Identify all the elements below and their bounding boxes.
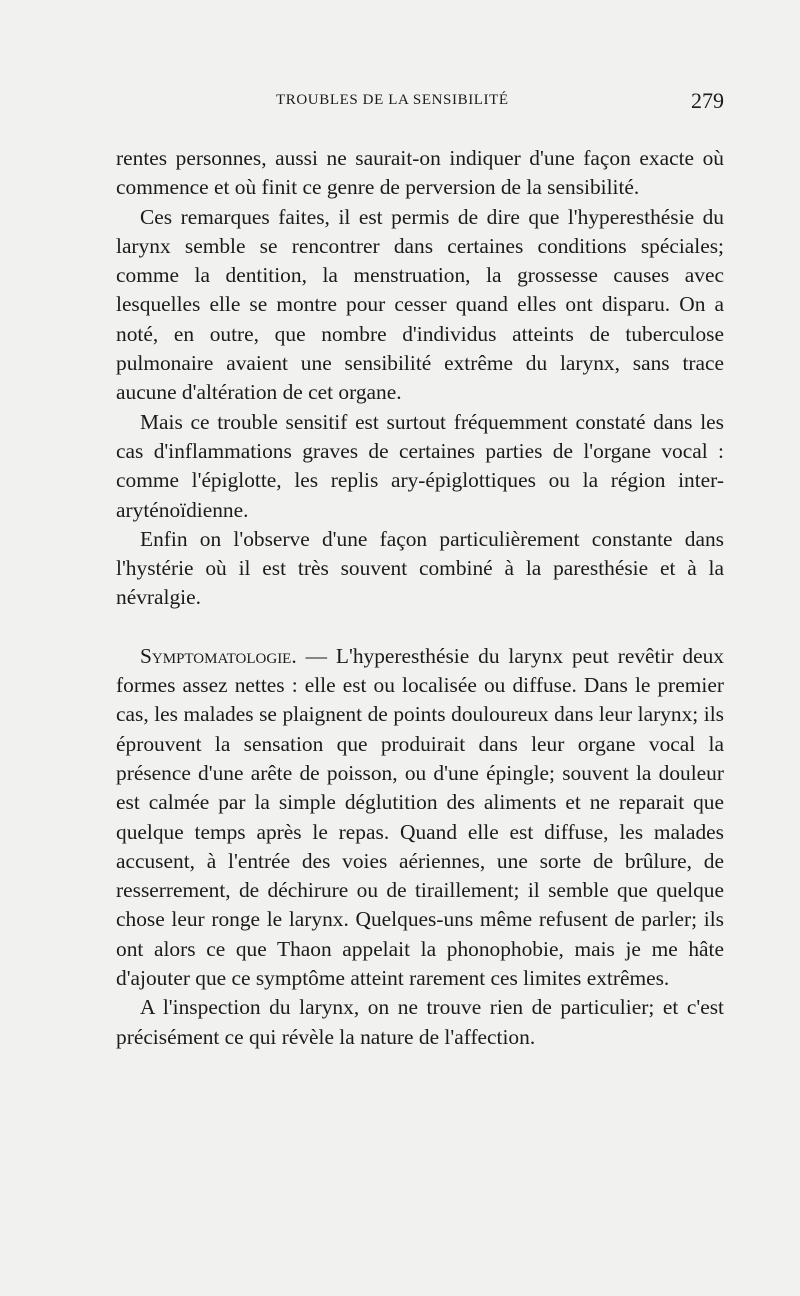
paragraph-4: Enfin on l'observe d'une façon particulièrement constante dans l'hystérie où il est très souvent combiné à la paresthésie et à la névralgie. [116,526,724,610]
paragraph-3: Mais ce trouble sensitif est surtout fréquemment constaté dans les cas d'inflammations graves de certaines parties de l'organe vocal : comme l'épiglotte, les replis ary-épiglottiques ou la région inter-aryténoïdienne. [116,409,724,522]
paragraph-1: rentes personnes, aussi ne saurait-on indiquer d'une façon exacte où commence et où finit ce genre de perversion de la sensibilité. [116,146,724,200]
section-heading: Symptomatologie. [140,643,297,668]
paragraph-symptomatologie [116,642,724,994]
paragraph-5-text: — L'hyperesthésie du larynx peut revêtir deux formes assez nettes : elle est ou localisée ou diffuse. Dans le premier cas, les malades se plaignent de points douloureux dans leur larynx; ils éprouvent la sensation que produirait dans leur organe vocal la présence d'une arête de poisson, ou d'une épingle; souvent la douleur est calmée par la simple déglutition des aliments et ne reparait que quelque temps après le repas. Quand elle est diffuse, les malades accusent, à l'entrée des voies aériennes, une sorte de brûlure, de resserrement, de déchirure ou de tiraillement; il semble que quelque chose leur ronge le larynx. Quelques-uns même refusent de parler; ils ont alors ce que Thaon appelait la phonophobie, mais je me hâte d'ajouter que ce symptôme atteint rarement ces limites extrêmes. [116,643,724,991]
page-number: 279 [691,88,724,113]
running-title: TROUBLES DE LA SENSIBILITÉ [276,92,509,108]
page-header [116,88,724,118]
paragraph-2: Ces remarques faites, il est permis de dire que l'hyperesthésie du larynx semble se rencontrer dans certaines conditions spéciales; comme la dentition, la menstruation, la grossesse causes avec lesquelles elle se montre pour cesser quand elles ont disparu. On a noté, en outre, que nombre d'individus atteints de tuberculose pulmonaire avaient une sensibilité extrême du larynx, sans trace aucune d'altération de cet organe. [116,204,724,405]
paragraph-6: A l'inspection du larynx, on ne trouve rien de particulier; et c'est précisément ce qui révèle la nature de l'affection. [116,995,724,1049]
body-text [116,144,724,1052]
